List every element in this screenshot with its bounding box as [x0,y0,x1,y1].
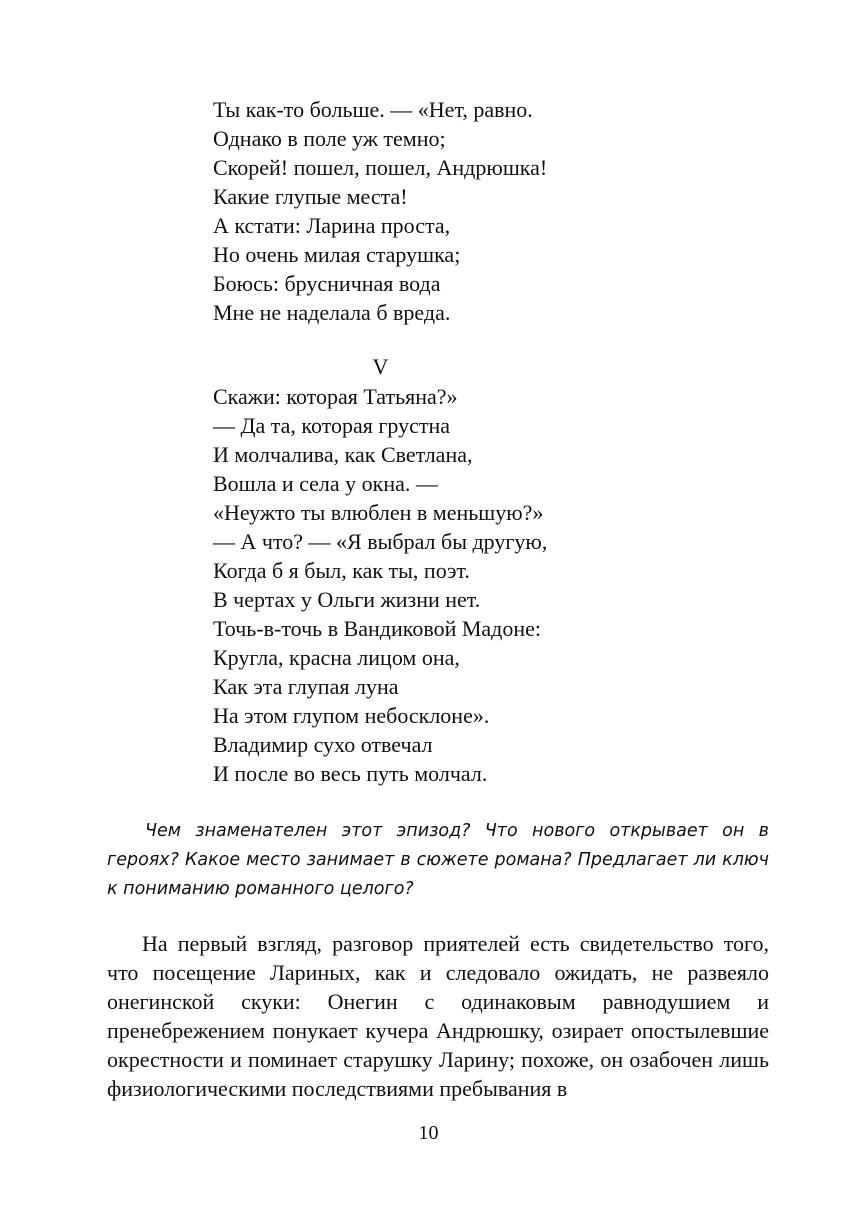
verse-line: Когда б я был, как ты, поэт. [213,558,470,583]
verse-line: «Неужто ты влюблен в меньшую?» [213,500,544,525]
study-question: Чем знаменателен этот эпизод? Что нового открывает он в героях? Какое место занимает в сюжете романа? Предлагает ли ключ к пониманию романного целого? [107,821,769,899]
verse-stanza-v [213,382,713,788]
verse-line: Владимир сухо отвечал [213,732,433,757]
verse-line: Мне не наделала б вреда. [213,300,451,325]
verse-line: И молчалива, как Светлана, [213,442,473,467]
verse-line: Скажи: которая Татьяна?» [213,384,458,409]
verse-line: На этом глупом небосклоне». [213,703,490,728]
verse-line: Кругла, красна лицом она, [213,645,460,670]
verse-line: Вошла и села у окна. — [213,471,438,496]
stanza-number: V [372,354,389,379]
verse-line: Какие глупые места! [213,184,408,209]
verse-line: В чертах у Ольги жизни нет. [213,587,481,612]
verse-line: — А что? — «Я выбрал бы другую, [213,529,548,554]
verse-line: Как эта глупая луна [213,674,399,699]
verse-line: Но очень милая старушка; [213,242,461,267]
verse-line: Однако в поле уж темно; [213,126,446,151]
verse-line: А кстати: Ларина проста, [213,213,451,238]
verse-line: Скорей! пошел, пошел, Андрюшка! [213,155,548,180]
verse-line: Точь-в-точь в Вандиковой Мадоне: [213,616,542,641]
verse-line: Ты как-то больше. — «Нет, равно. [213,97,533,122]
verse-stanza-iv-ending [213,95,713,327]
body-paragraph: На первый взгляд, разговор приятелей есть свидетельство того, что посещение Лариных, как и следовало ожидать, не развеяло онегинской скуки: Онегин с одинаковым равнодушием и пренебрежением понукает кучера Андрюшку, озирает опостылевшие окрестности и поминает старушку Ларину; похоже, он озабочен лишь физиологическими последствиями пребывания в [107,931,769,1101]
page-number: 10 [418,1122,439,1144]
verse-line: — Да та, которая грустна [213,413,451,438]
verse-line: И после во весь путь молчал. [213,761,488,786]
verse-line: Боюсь: брусничная вода [213,271,441,296]
